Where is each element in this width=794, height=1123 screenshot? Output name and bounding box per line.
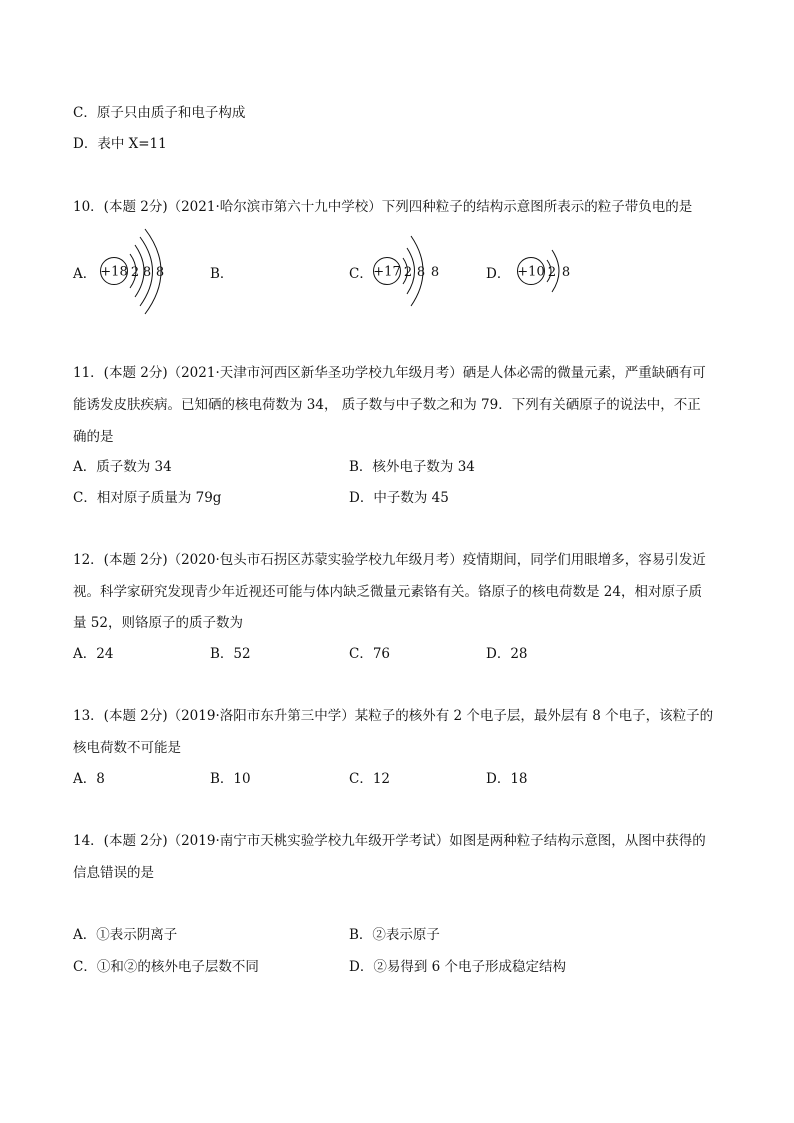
q10-option-b-label: B． <box>210 266 234 282</box>
electron-count: 8 <box>155 265 165 280</box>
q10-option-c-atom-diagram <box>371 228 441 314</box>
q10-option-a-label: A． <box>73 266 97 282</box>
q10-option-d-label: D． <box>486 266 511 282</box>
nucleus-charge: +18 <box>100 264 128 280</box>
q13-option-d: D．18 <box>486 771 528 787</box>
q12-stem-line-2: 视。科学家研究发现青少年近视还可能与体内缺乏微量元素铬有关。铬原子的核电荷数是 24，相对原子质 <box>73 584 702 600</box>
q11-stem-line-2: 能诱发皮肤疾病。已知硒的核电荷数为 34， 质子数与中子数之和为 79．下列有关硒原子的说法中，不正 <box>73 397 701 413</box>
nucleus-charge: +17 <box>373 264 401 280</box>
q14-stem-line-2: 信息错误的是 <box>73 865 154 881</box>
electron-count: 8 <box>416 265 426 280</box>
q11-option-c: C．相对原子质量为 79g <box>73 490 222 506</box>
q10-option-c-label: C． <box>349 266 373 282</box>
electron-count: 8 <box>430 265 440 280</box>
q12-option-b: B．52 <box>210 646 251 662</box>
q14-option-b: B．②表示原子 <box>349 927 440 943</box>
electron-count: 2 <box>547 265 557 280</box>
electron-count: 8 <box>561 265 571 280</box>
q11-option-d: D．中子数为 45 <box>349 490 449 506</box>
q12-option-a: A．24 <box>73 646 114 662</box>
q12-option-d: D．28 <box>486 646 528 662</box>
q10-option-a-atom-diagram <box>98 228 178 314</box>
nucleus-charge: +10 <box>517 264 545 280</box>
q10-stem: 10．(本题 2分)（2021·哈尔滨市第六十九中学校）下列四种粒子的结构示意图所表示的粒子带负电的是 <box>73 199 693 215</box>
q13-stem-line-1: 13．(本题 2分)（2019·洛阳市东升第三中学）某粒子的核外有 2 个电子层，最外层有 8 个电子，该粒子的 <box>73 708 714 724</box>
q12-stem-line-1: 12．(本题 2分)（2020·包头市石拐区苏蒙实验学校九年级月考）疫情期间，同学们用眼增多，容易引发近 <box>73 552 706 568</box>
q11-option-b: B．核外电子数为 34 <box>349 459 475 475</box>
electron-count: 8 <box>142 265 152 280</box>
q14-option-c: C．①和②的核外电子层数不同 <box>73 959 259 975</box>
q11-stem-line-1: 11．(本题 2分)（2021·天津市河西区新华圣功学校九年级月考）硒是人体必需的微量元素，严重缺硒有可 <box>73 365 706 381</box>
q13-option-b: B．10 <box>210 771 251 787</box>
q11-stem-line-3: 确的是 <box>73 429 114 445</box>
electron-count: 2 <box>130 265 140 280</box>
q10-option-d-atom-diagram <box>515 240 575 302</box>
q14-stem-line-1: 14．(本题 2分)（2019·南宁市天桃实验学校九年级开学考试）如图是两种粒子结构示意图，从图中获得的 <box>73 833 706 849</box>
electron-count: 2 <box>403 265 413 280</box>
q9-option-c: C．原子只由质子和电子构成 <box>73 105 246 121</box>
q13-option-c: C．12 <box>349 771 391 787</box>
q9-option-d: D．表中 X=11 <box>73 136 167 152</box>
q13-option-a: A．8 <box>73 771 105 787</box>
q12-option-c: C．76 <box>349 646 391 662</box>
q13-stem-line-2: 核电荷数不可能是 <box>73 740 181 756</box>
q11-option-a: A．质子数为 34 <box>73 459 172 475</box>
q14-option-d: D．②易得到 6 个电子形成稳定结构 <box>349 959 566 975</box>
q12-stem-line-3: 量 52，则铬原子的质子数为 <box>73 615 243 631</box>
q14-option-a: A．①表示阴离子 <box>73 927 178 943</box>
